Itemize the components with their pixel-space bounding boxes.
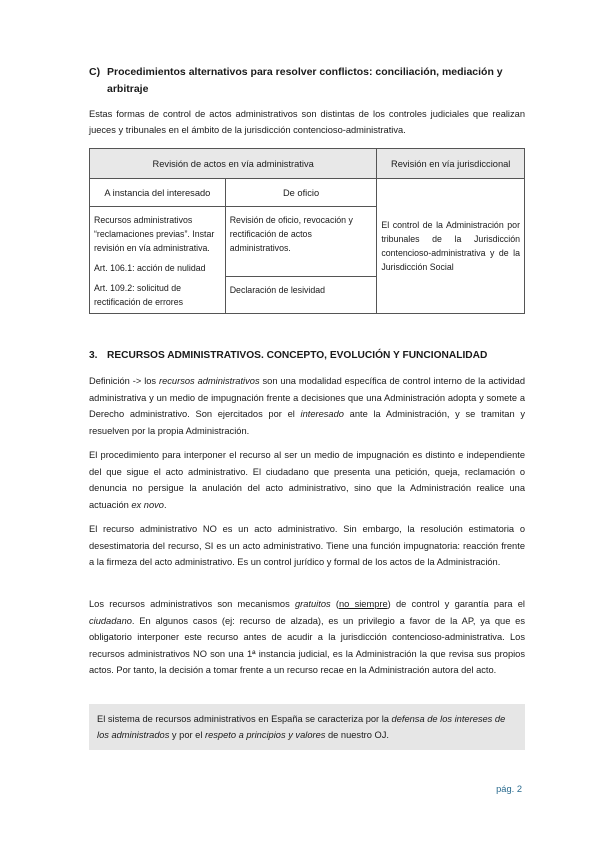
- header-admin: Revisión de actos en vía administrativa: [90, 149, 377, 179]
- intro-paragraph: Estas formas de control de actos administrativos son distintas de los controles judiciales que realizan jueces y tribunales en el ámbito de la jurisdicción contencioso-administrativa.: [89, 109, 525, 135]
- text-run: Definición -> los: [89, 376, 160, 386]
- text-run: Los recursos administrativos son mecanismos: [89, 599, 295, 609]
- paragraph-mechanisms: [89, 596, 525, 679]
- paragraph-procedure: [89, 447, 525, 513]
- text-run: (: [330, 599, 339, 609]
- text-run: ) de control y garantía para el: [387, 599, 525, 609]
- text-italic: respeto a principios y valores: [205, 730, 326, 740]
- interesado-text-1: Recursos administrativos “reclamaciones previas”. Instar revisión en vía administrativa.: [94, 215, 215, 253]
- paragraph-not-act: El recurso administrativo NO es un acto administrativo. Sin embargo, la resolución estimatoria o desestimatoria del recurso, SI es un acto administrativo. Tiene una función impugnatoria: reacción frente a la firmeza del acto administrativo. Es un control jurídico y formal de los actos de la Administración.: [89, 524, 525, 567]
- interesado-cell: [90, 207, 226, 314]
- juris-cell: El control de la Administración por tribunales de la Jurisdicción contencioso-administrativa y de la Jurisdicción Social: [377, 179, 525, 314]
- text-italic: defensa de los intereses de los administrados: [97, 714, 506, 740]
- text-italic: ex novo: [131, 499, 164, 510]
- text-italic: interesado: [300, 409, 344, 419]
- subheader-interesado: A instancia del interesado: [90, 179, 226, 207]
- text-italic: recursos administrativos: [159, 376, 260, 386]
- text-run: ante la Administración, y se tramitan y resuelven por la propia Administración.: [89, 409, 526, 436]
- section-3-title: RECURSOS ADMINISTRATIVOS. CONCEPTO, EVOLUCIÓN Y FUNCIONALIDAD: [107, 350, 488, 361]
- text-run: .: [163, 499, 167, 510]
- text-run: son una modalidad específica de control interno de la actividad administrativa y un medio de impugnación frente a decisiones que una Administración adopta y somete a Derecho administrativo. Son ejercitados por el: [89, 376, 526, 419]
- page-number: pág. 2: [496, 784, 522, 794]
- section-c-label: C): [89, 66, 101, 78]
- section-c-title-line1: Procedimientos alternativos para resolver conflictos: conciliación, mediación y: [107, 66, 503, 78]
- section-3-heading: [89, 349, 525, 363]
- text-italic: ciudadano: [89, 615, 132, 626]
- section-3-number: 3.: [89, 350, 98, 361]
- text-run: y por el: [169, 730, 205, 740]
- text-run: . En algunos casos (ej: recurso de alzada), es un privilegio a favor de la AP, ya que es obligatorio interponer este recurso antes de acudir a la jurisdicción contencioso-administrativa. Los recursos administrativos NO son una 1ª instancia judicial, es la Administración la que revisa sus propios actos. Por tanto, la decisión a tomar frente a un recurso recae en la Administración autora del acto.: [89, 615, 525, 675]
- oficio-cell-2: Declaración de lesividad: [225, 277, 377, 314]
- text-run: de nuestro OJ.: [325, 730, 389, 740]
- text-underlined: no siempre: [339, 599, 388, 609]
- section-c-heading: [89, 64, 525, 98]
- paragraph-definition: [89, 373, 525, 439]
- subheader-oficio: De oficio: [225, 179, 377, 207]
- text-run: El sistema de recursos administrativos en España se caracteriza por la: [97, 714, 392, 724]
- section-c-title-line2: arbitraje: [107, 83, 149, 95]
- interesado-text-3: Art. 109.2: solicitud de rectificación de errores: [94, 283, 183, 307]
- header-juris: Revisión en vía jurisdiccional: [377, 149, 525, 179]
- text-italic: gratuitos: [294, 599, 331, 609]
- interesado-text-2: Art. 106.1: acción de nulidad: [94, 263, 206, 273]
- text-run: El procedimiento para interponer el recurso al ser un medio de impugnación es distinto e independiente del que sigue el acto administrativo. El ciudadano que presenta una petición, queja, reclamación o denuncia no persigue la anulación del acto administrativo, sino que la Administración realice una actuación: [89, 450, 525, 510]
- oficio-cell-1: Revisión de oficio, revocación y rectificación de actos administrativos.: [225, 207, 377, 277]
- revision-table: [89, 148, 525, 314]
- highlight-note-box: [89, 704, 525, 750]
